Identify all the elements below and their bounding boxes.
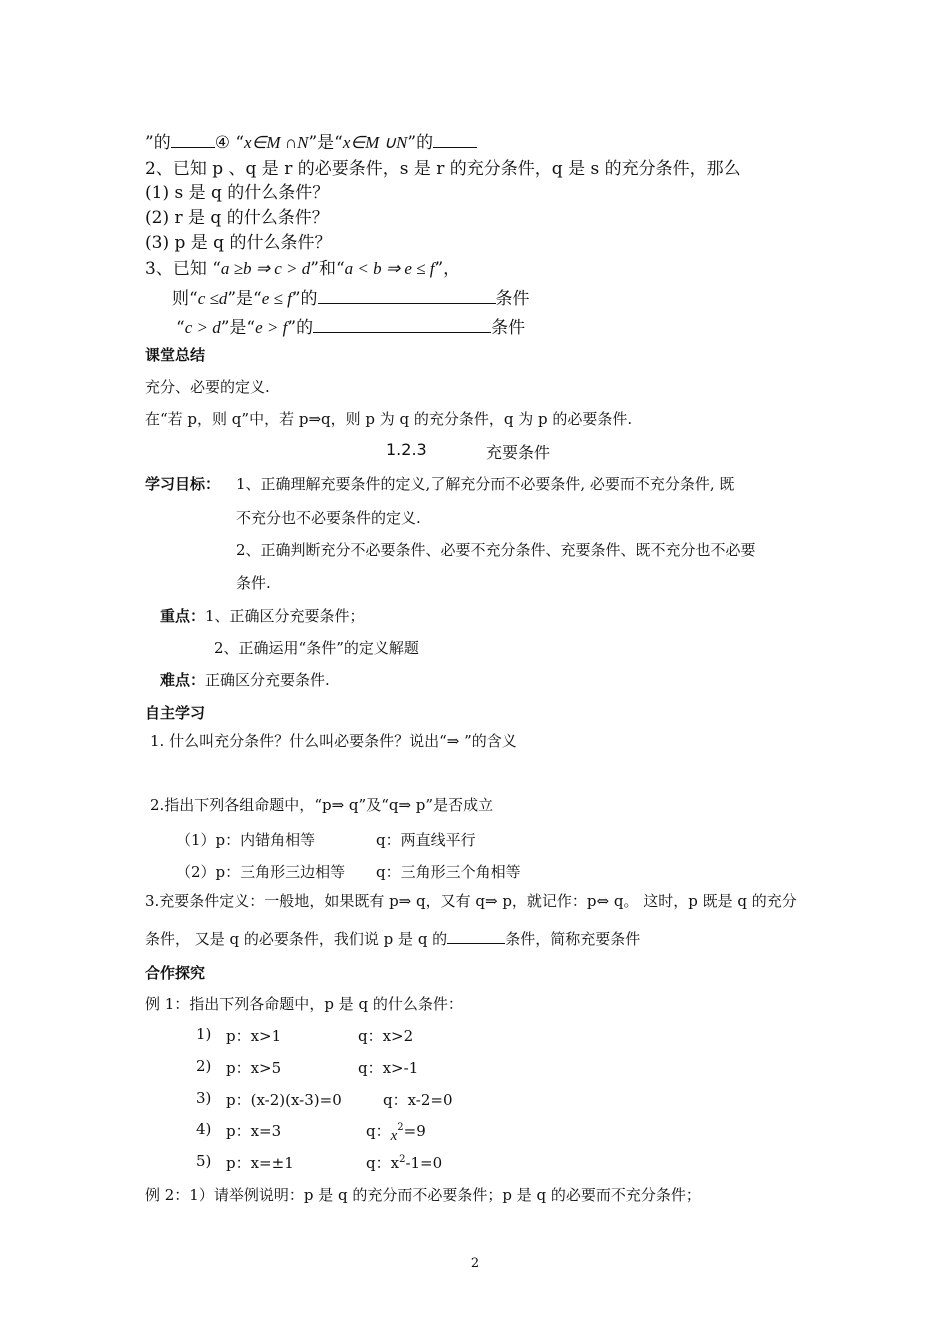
example-item-p: p：x>1	[226, 1027, 282, 1045]
self-study-q2-1-p: （1）p：内错角相等	[176, 831, 316, 849]
text-fragment: ”是“	[227, 289, 262, 309]
question-2: 2、已知 p 、q 是 r 的必要条件，s 是 r 的充分条件，q 是 s 的充分条件，那么	[145, 159, 741, 179]
goals-label: 学习目标：	[145, 475, 221, 493]
answer-blank	[313, 331, 491, 333]
math-expression: x∈M ∩N	[244, 133, 309, 152]
example-item-q: q：x>-1	[358, 1059, 419, 1077]
text-fragment: “	[176, 318, 185, 338]
difficulty-text: 正确区分充要条件.	[205, 671, 330, 689]
math-expression: a < b ⇒ e ≤ f	[344, 259, 435, 278]
example-item-number: 2)	[196, 1057, 212, 1075]
goal-2-line-1: 2、正确判断充分不必要条件、必要不充分条件、充要条件、既不充分也不必要	[236, 541, 756, 559]
example-2: 例 2：1）请举例说明：p 是 q 的充分而不必要条件；p 是 q 的必要而不充分条件；	[145, 1186, 701, 1204]
summary-line-2: 在“若 p，则 q”中，若 p⇒q，则 p 为 q 的充分条件，q 为 p 的必要条件.	[145, 410, 633, 428]
text-fragment: 3、已知 “	[145, 259, 221, 279]
math-expression: e > f	[255, 318, 288, 337]
example-1: 例 1：指出下列各命题中，p 是 q 的什么条件：	[145, 995, 463, 1013]
key-points	[160, 605, 365, 626]
example-item-number: 4)	[196, 1120, 212, 1138]
self-study-q1: 1. 什么叫充分条件？什么叫必要条件？说出“⇒ ”的含义	[150, 732, 517, 750]
text-fragment: ”的	[291, 289, 318, 309]
question-3	[145, 254, 460, 279]
text-fragment: ”的	[407, 133, 434, 153]
self-study-q3-line-2	[145, 928, 640, 949]
text-fragment: 条件， 又是 q 的必要条件，我们说 p 是 q 的	[145, 930, 448, 948]
example-item-q	[366, 1152, 442, 1173]
intro-line	[145, 128, 477, 153]
example-item-number: 5)	[196, 1152, 212, 1170]
key-label: 重点：	[160, 607, 206, 625]
text-fragment: ”的	[287, 318, 314, 338]
example-item-q	[366, 1120, 426, 1144]
example-item-number: 3)	[196, 1089, 212, 1107]
text-fragment: ”的	[145, 133, 171, 153]
question-2-part-3: (3) p 是 q 的什么条件？	[145, 233, 332, 253]
text-fragment: 条件，简称充要条件	[505, 930, 641, 948]
math-expression: c > d	[184, 318, 221, 337]
page-number: 2	[470, 1256, 480, 1271]
text-fragment: ④ “	[214, 133, 245, 153]
text-fragment: =9	[403, 1122, 426, 1140]
text-fragment: 则“	[172, 289, 198, 309]
self-study-q2-2-q: q：三角形三个角相等	[376, 863, 521, 881]
exponent: 2	[397, 1122, 404, 1133]
goal-1-line-2: 不充分也不必要条件的定义.	[236, 509, 421, 527]
exponent: 2	[399, 1154, 406, 1165]
key-item-1: 1、正确区分充要条件；	[205, 607, 365, 625]
text-fragment: ”是“	[220, 318, 256, 338]
text-fragment: ”和“	[310, 259, 345, 279]
math-expression: a ≥b ⇒ c > d	[220, 259, 311, 278]
example-item-number: 1)	[196, 1025, 212, 1043]
self-study-heading: 自主学习	[145, 704, 206, 722]
key-item-2: 2、正确运用“条件”的定义解题	[214, 639, 419, 657]
answer-blank	[447, 942, 505, 944]
coop-heading: 合作探究	[145, 964, 206, 982]
text-fragment: ”，	[434, 259, 461, 279]
difficulty-label: 难点：	[160, 671, 206, 689]
question-2-part-2: (2) r 是 q 的什么条件？	[145, 208, 329, 228]
summary-heading: 课堂总结	[145, 346, 206, 364]
example-item-p: p：x=±1	[226, 1154, 294, 1172]
example-item-p: p：(x-2)(x-3)=0	[226, 1091, 342, 1109]
example-item-q: q：x>2	[358, 1027, 414, 1045]
answer-blank	[433, 146, 477, 148]
question-3-line-2	[172, 284, 530, 309]
text-fragment: 条件	[495, 289, 530, 309]
math-expression: c ≤d	[197, 289, 228, 308]
summary-line-1: 充分、必要的定义.	[145, 378, 270, 396]
example-item-q: q：x-2=0	[383, 1091, 453, 1109]
example-item-p: p：x=3	[226, 1122, 282, 1140]
text-fragment: ”是“	[308, 133, 343, 153]
math-expression: x∈M ∪N	[342, 133, 408, 152]
difficulty	[160, 669, 330, 690]
text-fragment: -1=0	[405, 1154, 443, 1172]
answer-blank	[171, 146, 215, 148]
goal-1-line-1: 1、正确理解充要条件的定义,了解充分而不必要条件, 必要而不充分条件, 既	[236, 475, 735, 493]
math-variable: x	[390, 1128, 398, 1144]
self-study-q2-1-q: q：两直线平行	[376, 831, 476, 849]
question-2-part-1: (1) s 是 q 的什么条件？	[145, 183, 330, 203]
self-study-q2-2-p: （2）p：三角形三边相等	[176, 863, 346, 881]
text-fragment: q：	[366, 1122, 391, 1140]
self-study-q2: 2.指出下列各组命题中，“p⇒ q”及“q⇒ p”是否成立	[150, 796, 494, 814]
math-expression: e ≤ f	[261, 289, 292, 308]
self-study-q3-line-1: 3.充要条件定义：一般地，如果既有 p⇒ q，又有 q⇒ p，就记作：p⇔ q。 这时，p 既是 q 的充分	[145, 892, 797, 910]
example-item-p: p：x>5	[226, 1059, 282, 1077]
answer-blank	[318, 302, 496, 304]
goal-2-line-2: 条件.	[236, 574, 271, 592]
text-fragment: 条件	[491, 318, 526, 338]
section-title: 充要条件	[486, 443, 551, 462]
question-3-line-3	[176, 313, 525, 338]
section-number: 1.2.3	[386, 440, 427, 459]
text-fragment: q：x	[366, 1154, 400, 1172]
